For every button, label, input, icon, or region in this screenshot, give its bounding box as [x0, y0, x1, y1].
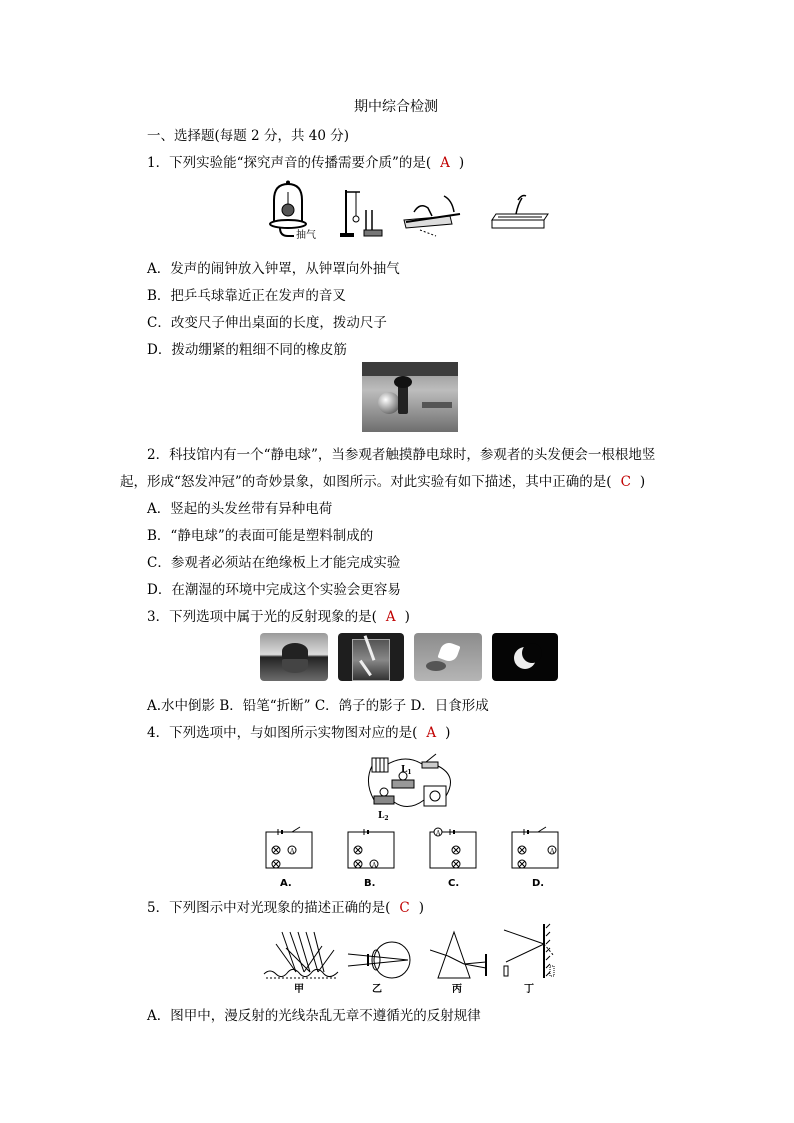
- q3-dove-shadow-photo: [414, 633, 482, 681]
- q1-figure-bell-jar: [268, 180, 328, 240]
- question-1-stem: 1．下列实验能“探究声音的传播需要介质”的是(: [147, 155, 432, 171]
- question-4-close: ): [445, 725, 451, 741]
- question-5-stem: 5．下列图示中对光现象的描述正确的是(: [147, 900, 391, 916]
- svg-text:A: A: [436, 830, 441, 837]
- q5-figure-jia-diffuse-reflection: [262, 928, 340, 996]
- question-3-answer: A: [385, 609, 396, 625]
- svg-text:A: A: [372, 862, 377, 869]
- q1-pump-label: 抽气: [296, 230, 316, 240]
- svg-text:A: A: [290, 848, 295, 855]
- q4-choice-a-label: A.: [280, 878, 292, 889]
- q3-reflection-photo: [260, 633, 328, 681]
- q4-choice-b-circuit: [344, 826, 398, 890]
- q1-option-b: B．把乒乓球靠近正在发声的音叉: [147, 288, 346, 304]
- question-1-answer: A: [440, 155, 450, 171]
- q4-choice-c-circuit: [426, 826, 480, 890]
- question-3-stem: 3．下列选项中属于光的反射现象的是(: [147, 609, 377, 625]
- q3-options: A.水中倒影 B．铅笔“折断” C．鸽子的影子 D．日食形成: [147, 698, 489, 714]
- q5-figure-bing-prism: [430, 928, 492, 996]
- question-2-line-2: [120, 470, 645, 490]
- question-1-close: ): [458, 155, 465, 171]
- q3-pencil-photo: [338, 633, 404, 681]
- page-title: 期中综合检测: [354, 99, 438, 115]
- q5-option-a: A．图甲中，漫反射的光线杂乱无章不遵循光的反射规律: [147, 1008, 481, 1024]
- q2-option-c: C．参观者必须站在绝缘板上才能完成实验: [147, 555, 401, 571]
- question-5-answer: C: [399, 900, 410, 916]
- q2-static-ball-photo: [362, 362, 458, 432]
- question-4-stem: 4．下列选项中，与如图所示实物图对应的是(: [147, 725, 418, 741]
- q4-choice-d-circuit: [508, 826, 562, 890]
- q2-option-d: D．在潮湿的环境中完成这个实验会更容易: [147, 582, 401, 598]
- question-3: [147, 605, 410, 625]
- question-5: [147, 896, 424, 916]
- question-2-close: ): [639, 474, 646, 490]
- question-2-line-1: 2．科技馆内有一个“静电球”，当参观者触摸静电球时，参观者的头发便会一根根地竖: [147, 447, 656, 463]
- question-4: [147, 721, 450, 741]
- q1-option-c: C．改变尺子伸出桌面的长度，拨动尺子: [147, 315, 387, 331]
- q2-option-b: B．“静电球”的表面可能是塑料制成的: [147, 528, 374, 544]
- q5-label-bing: 丙: [452, 984, 462, 995]
- q4-l2-label: $L_2$: [378, 811, 389, 822]
- question-5-close: ): [418, 900, 424, 916]
- q4-physical-circuit: [362, 752, 462, 824]
- q1-figure-ruler: [400, 192, 468, 238]
- question-1: [147, 151, 464, 171]
- q3-eclipse-photo: [492, 633, 558, 681]
- q1-figure-rubber-band: [488, 190, 552, 238]
- question-2-answer: C: [620, 474, 631, 490]
- q4-choice-d-label: D.: [532, 878, 545, 889]
- question-2-stem: 起，形成“怒发冲冠”的奇妙景象，如图所示。对此实验有如下描述，其中正确的是(: [120, 474, 612, 490]
- question-3-close: ): [404, 609, 410, 625]
- q5-figure-ding-mirror: [500, 922, 558, 996]
- q4-choice-b-label: B.: [364, 878, 376, 889]
- section-heading: 一、选择题(每题 2 分，共 40 分): [147, 128, 349, 144]
- q5-label-ding: 丁: [524, 984, 534, 995]
- q5-label-yi: 乙: [372, 984, 382, 995]
- q5-label-jia: 甲: [294, 984, 304, 995]
- svg-text:A: A: [550, 848, 555, 855]
- q4-choice-a-circuit: [262, 826, 316, 890]
- q2-option-a: A．竖起的头发丝带有异种电荷: [147, 501, 333, 517]
- q1-option-d: D．拨动绷紧的粗细不同的橡皮筋: [147, 342, 347, 358]
- q1-figure-tuning-fork: [338, 186, 388, 240]
- q4-l1-label: $L_1$: [401, 765, 412, 776]
- q1-option-a: A．发声的闹钟放入钟罩，从钟罩向外抽气: [147, 261, 400, 277]
- question-4-answer: A: [426, 725, 437, 741]
- q4-choice-c-label: C.: [448, 878, 460, 889]
- q5-figure-yi-eye: [346, 940, 414, 996]
